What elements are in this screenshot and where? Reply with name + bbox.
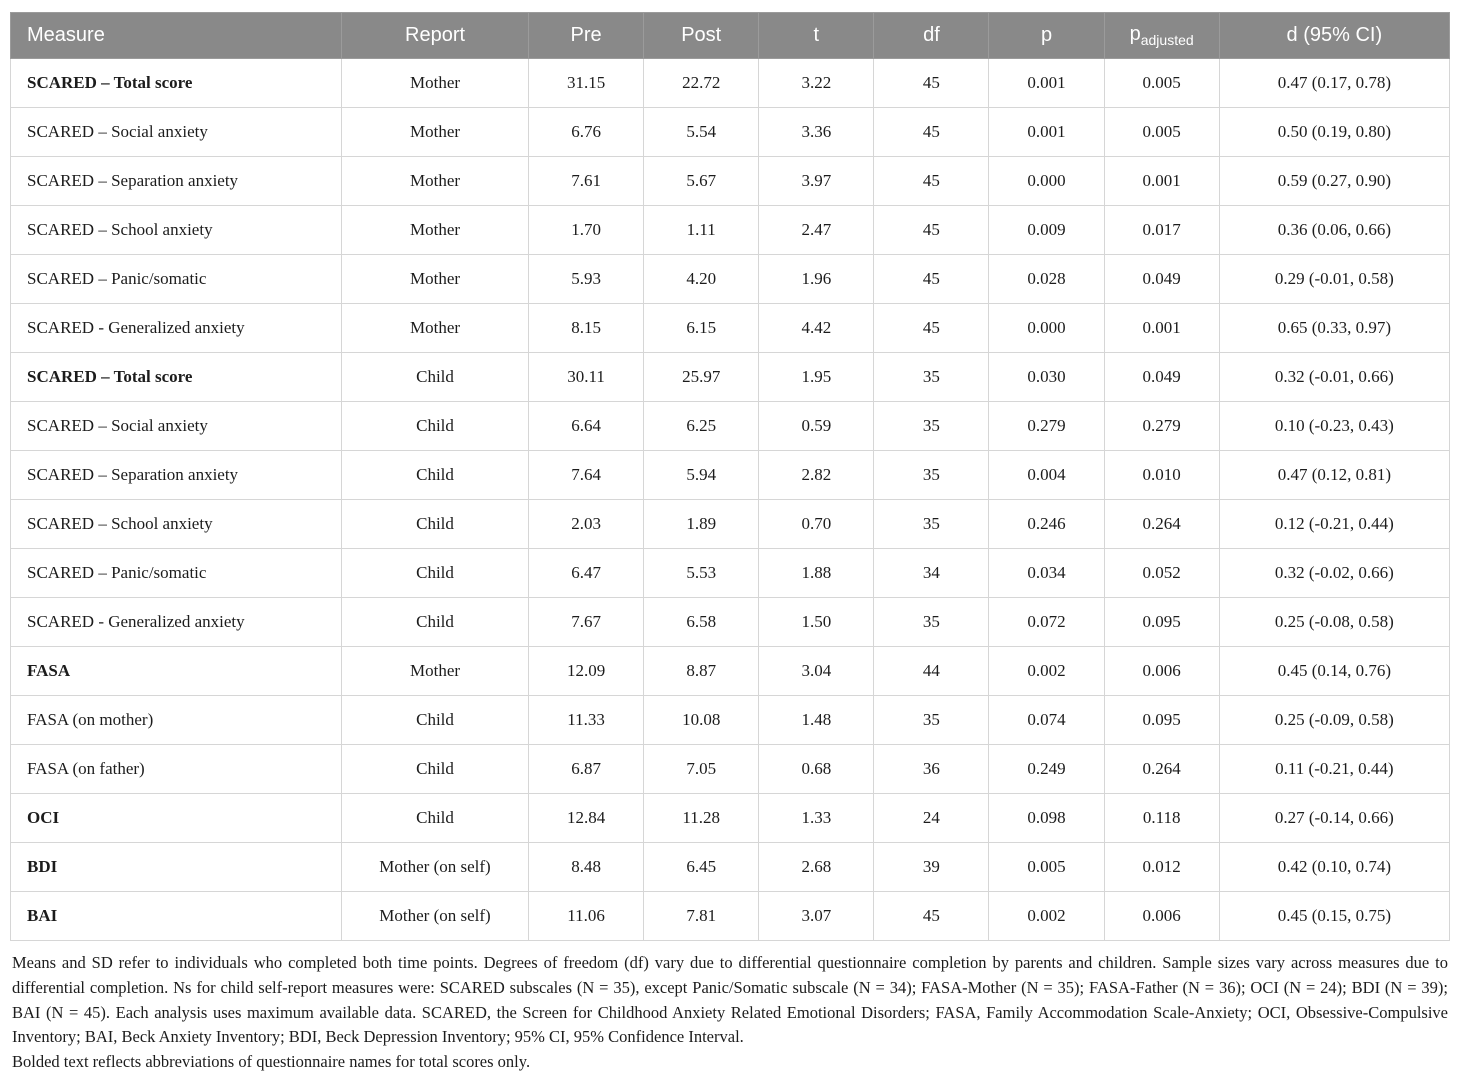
data-cell: 0.002 — [989, 647, 1104, 696]
data-cell: 0.25 (-0.08, 0.58) — [1219, 598, 1449, 647]
data-cell: 0.264 — [1104, 745, 1219, 794]
data-cell: 1.33 — [759, 794, 874, 843]
data-cell: 5.53 — [644, 549, 759, 598]
data-cell: 45 — [874, 206, 989, 255]
table-row — [11, 892, 1450, 941]
footnote-paragraph: Means and SD refer to individuals who completed both time points. Degrees of freedom (df) vary due to differential questionnaire completion by parents and children. Sample sizes vary across measures due to differential completion. Ns for child self-report measures were: SCARED subscales (N = 35), except Panic/Somatic subscale (N = 34); FASA-Mother (N = 35); FASA-Father (N = 36); OCI (N = 24); BDI (N = 39); BAI (N = 45). Each analysis uses maximum available data. SCARED, the Screen for Childhood Anxiety Related Emotional Disorders; FASA, Family Accommodation Scale-Anxiety; OCI, Obsessive-Compulsive Inventory; BAI, Beck Anxiety Inventory; BDI, Beck Depression Inventory; 95% CI, 95% Confidence Interval. — [12, 953, 1448, 1047]
table-row — [11, 745, 1450, 794]
data-cell: 0.006 — [1104, 647, 1219, 696]
table-body — [11, 59, 1450, 941]
measure-cell: SCARED - Generalized anxiety — [11, 598, 342, 647]
data-cell: 35 — [874, 598, 989, 647]
data-cell: 3.04 — [759, 647, 874, 696]
measure-cell: SCARED – Separation anxiety — [11, 451, 342, 500]
measure-cell: SCARED – Social anxiety — [11, 402, 342, 451]
table-row — [11, 500, 1450, 549]
column-header-pre: Pre — [529, 13, 644, 59]
data-cell: 1.96 — [759, 255, 874, 304]
data-cell: 0.005 — [1104, 108, 1219, 157]
data-cell: 0.098 — [989, 794, 1104, 843]
data-cell: 0.001 — [1104, 304, 1219, 353]
data-cell: 7.81 — [644, 892, 759, 941]
data-cell: Mother — [341, 59, 528, 108]
column-header-p: p — [989, 13, 1104, 59]
data-cell: 1.50 — [759, 598, 874, 647]
data-cell: 6.64 — [529, 402, 644, 451]
data-cell: 0.074 — [989, 696, 1104, 745]
data-cell: 1.95 — [759, 353, 874, 402]
data-cell: 0.27 (-0.14, 0.66) — [1219, 794, 1449, 843]
data-cell: 0.030 — [989, 353, 1104, 402]
measure-cell: SCARED - Generalized anxiety — [11, 304, 342, 353]
measure-cell: SCARED – Total score — [11, 59, 342, 108]
data-cell: 31.15 — [529, 59, 644, 108]
data-cell: 7.67 — [529, 598, 644, 647]
data-cell: 5.94 — [644, 451, 759, 500]
data-cell: 6.15 — [644, 304, 759, 353]
data-cell: Child — [341, 549, 528, 598]
data-cell: 39 — [874, 843, 989, 892]
data-cell: 0.002 — [989, 892, 1104, 941]
data-cell: 45 — [874, 304, 989, 353]
data-cell: Child — [341, 794, 528, 843]
data-cell: Mother — [341, 255, 528, 304]
table-row — [11, 696, 1450, 745]
data-cell: 2.03 — [529, 500, 644, 549]
data-cell: 8.87 — [644, 647, 759, 696]
data-cell: Mother (on self) — [341, 892, 528, 941]
measure-cell: SCARED – Panic/somatic — [11, 255, 342, 304]
data-cell: Mother — [341, 108, 528, 157]
data-cell: 0.001 — [989, 59, 1104, 108]
data-cell: 7.61 — [529, 157, 644, 206]
data-cell: 0.279 — [989, 402, 1104, 451]
data-cell: 8.15 — [529, 304, 644, 353]
table-row — [11, 108, 1450, 157]
data-cell: 44 — [874, 647, 989, 696]
data-cell: 6.45 — [644, 843, 759, 892]
data-cell: 2.68 — [759, 843, 874, 892]
data-cell: 0.095 — [1104, 598, 1219, 647]
data-cell: 5.93 — [529, 255, 644, 304]
data-cell: Child — [341, 696, 528, 745]
column-header-d-95-ci: d (95% CI) — [1219, 13, 1449, 59]
data-cell: 0.25 (-0.09, 0.58) — [1219, 696, 1449, 745]
data-cell: 3.36 — [759, 108, 874, 157]
data-cell: 11.33 — [529, 696, 644, 745]
results-table — [10, 12, 1450, 941]
data-cell: 11.06 — [529, 892, 644, 941]
table-row — [11, 353, 1450, 402]
data-cell: Mother — [341, 647, 528, 696]
data-cell: 3.22 — [759, 59, 874, 108]
data-cell: 7.05 — [644, 745, 759, 794]
data-cell: 0.001 — [1104, 157, 1219, 206]
column-header-report: Report — [341, 13, 528, 59]
column-header-p-adjusted: $p_{adjusted}$ — [1104, 13, 1219, 59]
data-cell: 6.87 — [529, 745, 644, 794]
measure-cell: SCARED – Total score — [11, 353, 342, 402]
data-cell: 35 — [874, 353, 989, 402]
data-cell: 24 — [874, 794, 989, 843]
measure-cell: FASA (on mother) — [11, 696, 342, 745]
data-cell: 10.08 — [644, 696, 759, 745]
data-cell: Child — [341, 451, 528, 500]
data-cell: 45 — [874, 108, 989, 157]
data-cell: 0.000 — [989, 157, 1104, 206]
data-cell: 7.64 — [529, 451, 644, 500]
data-cell: 0.45 (0.15, 0.75) — [1219, 892, 1449, 941]
measure-cell: SCARED – Panic/somatic — [11, 549, 342, 598]
data-cell: 34 — [874, 549, 989, 598]
data-cell: 2.47 — [759, 206, 874, 255]
data-cell: 0.11 (-0.21, 0.44) — [1219, 745, 1449, 794]
table-row — [11, 59, 1450, 108]
data-cell: Mother (on self) — [341, 843, 528, 892]
data-cell: 35 — [874, 402, 989, 451]
data-cell: 0.009 — [989, 206, 1104, 255]
column-header-measure: Measure — [11, 13, 342, 59]
measure-cell: FASA — [11, 647, 342, 696]
data-cell: Child — [341, 745, 528, 794]
table-row — [11, 794, 1450, 843]
data-cell: 8.48 — [529, 843, 644, 892]
data-cell: 4.42 — [759, 304, 874, 353]
data-cell: 0.264 — [1104, 500, 1219, 549]
data-cell: 0.12 (-0.21, 0.44) — [1219, 500, 1449, 549]
data-cell: 0.32 (-0.01, 0.66) — [1219, 353, 1449, 402]
data-cell: Child — [341, 353, 528, 402]
table-row — [11, 206, 1450, 255]
column-header-df: df — [874, 13, 989, 59]
data-cell: 0.47 (0.17, 0.78) — [1219, 59, 1449, 108]
data-cell: 0.10 (-0.23, 0.43) — [1219, 402, 1449, 451]
data-cell: 0.246 — [989, 500, 1104, 549]
footnote-bold-note: Bolded text reflects abbreviations of questionnaire names for total scores only. — [12, 1052, 531, 1071]
data-cell: 0.072 — [989, 598, 1104, 647]
data-cell: 0.000 — [989, 304, 1104, 353]
data-cell: Child — [341, 500, 528, 549]
data-cell: 0.034 — [989, 549, 1104, 598]
data-cell: 0.36 (0.06, 0.66) — [1219, 206, 1449, 255]
data-cell: 0.052 — [1104, 549, 1219, 598]
table-row — [11, 402, 1450, 451]
measure-cell: OCI — [11, 794, 342, 843]
data-cell: 0.59 (0.27, 0.90) — [1219, 157, 1449, 206]
measure-cell: SCARED – Social anxiety — [11, 108, 342, 157]
data-cell: 0.118 — [1104, 794, 1219, 843]
measure-cell: SCARED – Separation anxiety — [11, 157, 342, 206]
data-cell: Child — [341, 598, 528, 647]
measure-cell: BDI — [11, 843, 342, 892]
data-cell: 45 — [874, 255, 989, 304]
data-cell: 36 — [874, 745, 989, 794]
data-cell: 12.09 — [529, 647, 644, 696]
data-cell: 35 — [874, 696, 989, 745]
table-row — [11, 157, 1450, 206]
data-cell: 0.049 — [1104, 255, 1219, 304]
table-row — [11, 451, 1450, 500]
table-row — [11, 304, 1450, 353]
data-cell: 0.68 — [759, 745, 874, 794]
data-cell: 1.89 — [644, 500, 759, 549]
data-cell: 0.004 — [989, 451, 1104, 500]
table-footnote — [10, 951, 1450, 1075]
data-cell: 1.48 — [759, 696, 874, 745]
data-cell: 0.017 — [1104, 206, 1219, 255]
data-cell: 11.28 — [644, 794, 759, 843]
measure-cell: BAI — [11, 892, 342, 941]
data-cell: 45 — [874, 892, 989, 941]
column-header-subscript: adjusted — [1140, 32, 1194, 48]
data-cell: 22.72 — [644, 59, 759, 108]
data-cell: 30.11 — [529, 353, 644, 402]
data-cell: 0.45 (0.14, 0.76) — [1219, 647, 1449, 696]
data-cell: 5.67 — [644, 157, 759, 206]
column-header-t: t — [759, 13, 874, 59]
data-cell: Mother — [341, 157, 528, 206]
data-cell: 2.82 — [759, 451, 874, 500]
data-cell: 0.47 (0.12, 0.81) — [1219, 451, 1449, 500]
data-cell: 0.59 — [759, 402, 874, 451]
data-cell: 3.07 — [759, 892, 874, 941]
data-cell: 6.25 — [644, 402, 759, 451]
data-cell: 1.70 — [529, 206, 644, 255]
data-cell: 0.50 (0.19, 0.80) — [1219, 108, 1449, 157]
data-cell: 25.97 — [644, 353, 759, 402]
data-cell: 1.11 — [644, 206, 759, 255]
data-cell: 0.028 — [989, 255, 1104, 304]
table-row — [11, 598, 1450, 647]
data-cell: Mother — [341, 206, 528, 255]
data-cell: 0.095 — [1104, 696, 1219, 745]
data-cell: 6.76 — [529, 108, 644, 157]
data-cell: 35 — [874, 451, 989, 500]
measure-cell: SCARED – School anxiety — [11, 500, 342, 549]
data-cell: 0.012 — [1104, 843, 1219, 892]
data-cell: 0.249 — [989, 745, 1104, 794]
data-cell: 0.42 (0.10, 0.74) — [1219, 843, 1449, 892]
data-cell: Mother — [341, 304, 528, 353]
data-cell: 3.97 — [759, 157, 874, 206]
table-row — [11, 843, 1450, 892]
data-cell: 0.70 — [759, 500, 874, 549]
column-header-post: Post — [644, 13, 759, 59]
data-cell: 0.65 (0.33, 0.97) — [1219, 304, 1449, 353]
data-cell: 4.20 — [644, 255, 759, 304]
data-cell: 0.005 — [1104, 59, 1219, 108]
data-cell: Child — [341, 402, 528, 451]
measure-cell: SCARED – School anxiety — [11, 206, 342, 255]
data-cell: 6.58 — [644, 598, 759, 647]
table-header-row — [11, 13, 1450, 59]
data-cell: 6.47 — [529, 549, 644, 598]
data-cell: 0.049 — [1104, 353, 1219, 402]
data-cell: 0.279 — [1104, 402, 1219, 451]
data-cell: 0.010 — [1104, 451, 1219, 500]
table-row — [11, 549, 1450, 598]
data-cell: 0.32 (-0.02, 0.66) — [1219, 549, 1449, 598]
table-row — [11, 647, 1450, 696]
data-cell: 0.001 — [989, 108, 1104, 157]
data-cell: 0.005 — [989, 843, 1104, 892]
measure-cell: FASA (on father) — [11, 745, 342, 794]
data-cell: 35 — [874, 500, 989, 549]
data-cell: 0.29 (-0.01, 0.58) — [1219, 255, 1449, 304]
data-cell: 0.006 — [1104, 892, 1219, 941]
data-cell: 45 — [874, 157, 989, 206]
table-row — [11, 255, 1450, 304]
data-cell: 5.54 — [644, 108, 759, 157]
data-cell: 1.88 — [759, 549, 874, 598]
data-cell: 12.84 — [529, 794, 644, 843]
data-cell: 45 — [874, 59, 989, 108]
